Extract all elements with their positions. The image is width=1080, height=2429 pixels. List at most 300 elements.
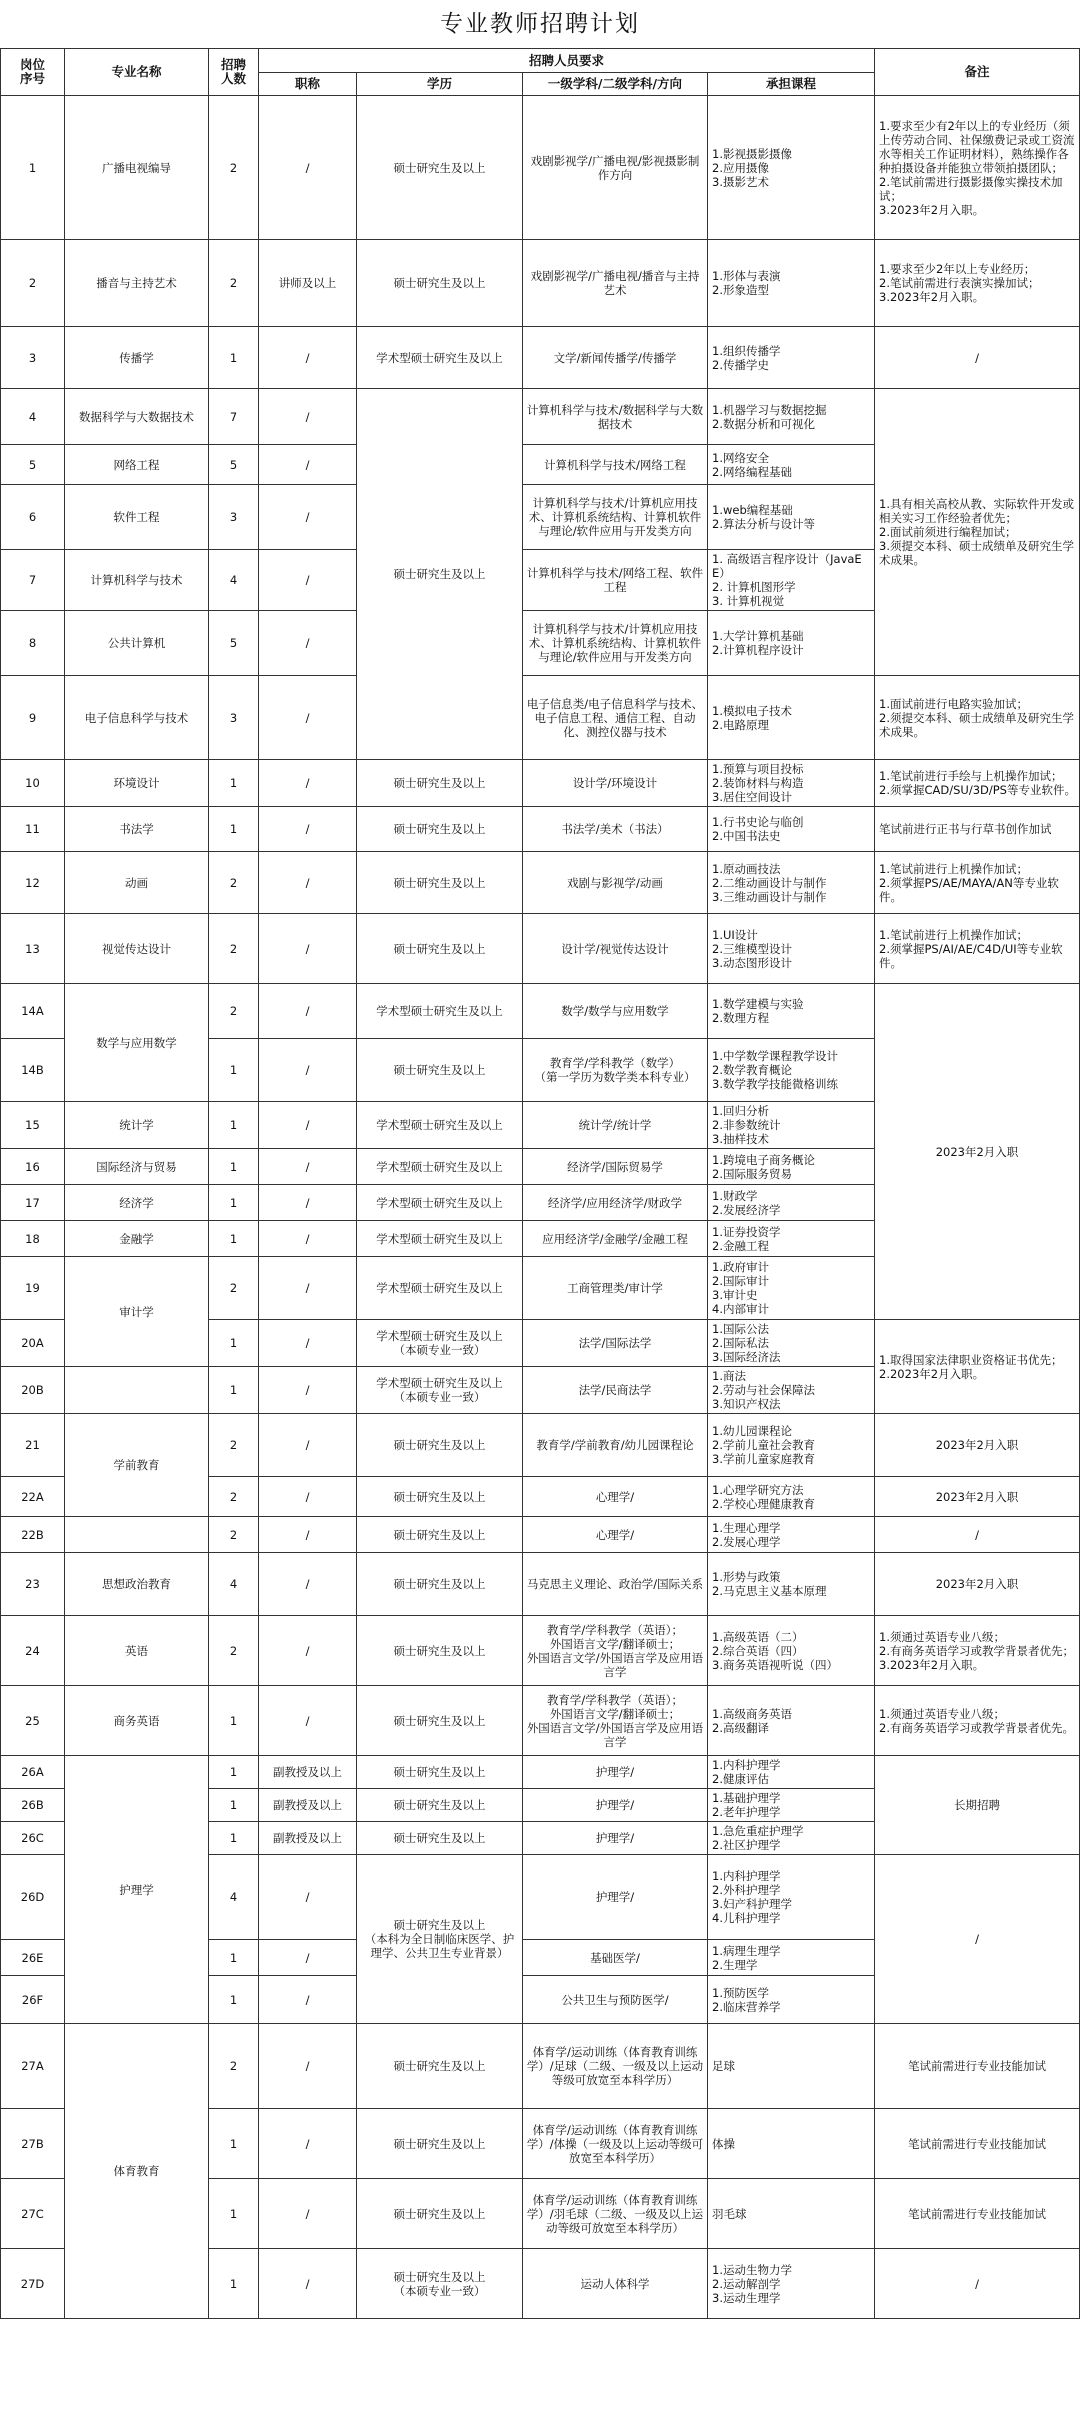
discipline-cell: 体育学/运动训练（体育教育训练学）/羽毛球（二级、一级及以上运动等级可放宽至本科学历） [523,2179,708,2249]
courses-cell: 1.网络安全 2.网络编程基础 [708,445,875,485]
table-row [1,2024,1080,2109]
education-cell: 学术型硕士研究生及以上 [357,1257,523,1320]
discipline-cell: 数学/数学与应用数学 [523,984,708,1039]
major-name-cell: 经济学 [65,1185,209,1221]
recruitment-table [0,48,1080,2319]
hire-count-cell: 1 [209,1976,259,2024]
title-rank-cell: / [259,1940,357,1976]
discipline-cell: 戏剧与影视学/动画 [523,852,708,914]
major-name-cell: 思想政治教育 [65,1553,209,1616]
discipline-cell: 统计学/统计学 [523,1102,708,1149]
education-cell: 学术型硕士研究生及以上 （本硕专业一致） [357,1320,523,1367]
title-rank-cell: / [259,760,357,807]
education-cell: 学术型硕士研究生及以上 （本硕专业一致） [357,1367,523,1414]
discipline-cell: 教育学/学科教学（英语）； 外国语言文学/翻译硕士； 外国语言文学/外国语言学及应用语言学 [523,1616,708,1686]
table-row [1,1414,1080,1477]
major-name-cell [65,1367,209,1414]
education-cell: 硕士研究生及以上 [357,96,523,240]
position-seq-cell: 11 [1,807,65,852]
education-cell: 硕士研究生及以上 [357,807,523,852]
courses-cell: 1.模拟电子技术 2.电路原理 [708,676,875,760]
education-cell: 硕士研究生及以上 [357,1789,523,1822]
education-cell: 硕士研究生及以上 [357,1822,523,1855]
hire-count-cell: 1 [209,1940,259,1976]
discipline-cell: 教育学/学科教学（数学） （第一学历为数学类本科专业） [523,1039,708,1102]
note-cell: 2023年2月入职 [875,1477,1080,1517]
major-name-cell: 学前教育 [65,1414,209,1517]
hire-count-cell: 4 [209,550,259,611]
discipline-cell: 马克思主义理论、政治学/国际关系 [523,1553,708,1616]
table-row [1,984,1080,1039]
discipline-cell: 教育学/学科教学（英语）； 外国语言文学/翻译硕士； 外国语言文学/外国语言学及应用语言学 [523,1686,708,1756]
position-seq-cell: 14A [1,984,65,1039]
position-seq-cell: 6 [1,485,65,550]
discipline-cell: 护理学/ [523,1756,708,1789]
education-cell: 学术型硕士研究生及以上 [357,1185,523,1221]
major-name-cell: 统计学 [65,1102,209,1149]
note-cell: 1.须通过英语专业八级； 2.有商务英语学习或教学背景者优先； 3.2023年2月入职。 [875,1616,1080,1686]
discipline-cell: 法学/国际法学 [523,1320,708,1367]
hire-count-cell: 2 [209,914,259,984]
position-seq-cell: 26D [1,1855,65,1940]
position-seq-cell: 26C [1,1822,65,1855]
major-name-cell: 传播学 [65,327,209,389]
title-rank-cell: 副教授及以上 [259,1789,357,1822]
table-row [1,1756,1080,1789]
page-title: 专业教师招聘计划 [440,11,640,37]
discipline-cell: 体育学/运动训练（体育教育训练学）/足球（二级、一级及以上运动等级可放宽至本科学历） [523,2024,708,2109]
title-rank-cell: / [259,2024,357,2109]
major-name-cell: 体育教育 [65,2024,209,2319]
discipline-cell: 戏剧影视学/广播电视/播音与主持艺术 [523,240,708,327]
courses-cell: 1.回归分析 2.非参数统计 3.抽样技术 [708,1102,875,1149]
position-seq-cell: 3 [1,327,65,389]
education-cell: 硕士研究生及以上 [357,852,523,914]
major-name-cell: 广播电视编导 [65,96,209,240]
hire-count-cell: 2 [209,1517,259,1553]
courses-cell: 1.内科护理学 2.健康评估 [708,1756,875,1789]
courses-cell: 1.商法 2.劳动与社会保障法 3.知识产权法 [708,1367,875,1414]
title-rank-cell: / [259,611,357,676]
title-rank-cell: / [259,676,357,760]
title-rank-cell: / [259,807,357,852]
title-rank-cell: / [259,1616,357,1686]
hire-count-cell: 1 [209,1221,259,1257]
courses-cell: 1.web编程基础 2.算法分析与设计等 [708,485,875,550]
note-cell: 1.要求至少2年以上专业经历； 2.笔试前需进行表演实操加试； 3.2023年2月入职。 [875,240,1080,327]
education-cell: 学术型硕士研究生及以上 [357,1102,523,1149]
position-seq-cell: 24 [1,1616,65,1686]
courses-cell: 1.病理生理学 2.生理学 [708,1940,875,1976]
hire-count-cell: 1 [209,1185,259,1221]
courses-cell: 1.急危重症护理学 2.社区护理学 [708,1822,875,1855]
note-cell: 1.取得国家法律职业资格证书优先； 2.2023年2月入职。 [875,1320,1080,1414]
header-courses: 承担课程 [708,73,875,96]
courses-cell: 1.预防医学 2.临床营养学 [708,1976,875,2024]
title-rank-cell: / [259,2109,357,2179]
hire-count-cell: 1 [209,327,259,389]
title-rank-cell: / [259,1102,357,1149]
discipline-cell: 计算机科学与技术/网络工程、软件工程 [523,550,708,611]
position-seq-cell: 22B [1,1517,65,1553]
major-name-cell: 金融学 [65,1221,209,1257]
hire-count-cell: 2 [209,984,259,1039]
title-rank-cell: / [259,1039,357,1102]
position-seq-cell: 10 [1,760,65,807]
courses-cell: 1.UI设计 2.三维模型设计 3.动态图形设计 [708,914,875,984]
title-rank-cell: / [259,1477,357,1517]
courses-cell: 1.财政学 2.发展经济学 [708,1185,875,1221]
position-seq-cell: 27C [1,2179,65,2249]
position-seq-cell: 18 [1,1221,65,1257]
discipline-cell: 计算机科学与技术/计算机应用技术、计算机系统结构、计算机软件与理论/软件应用与开发类方向 [523,611,708,676]
courses-cell: 1.组织传播学 2.传播学史 [708,327,875,389]
major-name-cell: 播音与主持艺术 [65,240,209,327]
hire-count-cell: 1 [209,1822,259,1855]
major-name-cell: 英语 [65,1616,209,1686]
hire-count-cell: 5 [209,611,259,676]
title-rank-cell: 副教授及以上 [259,1822,357,1855]
note-cell: 笔试前需进行专业技能加试 [875,2109,1080,2179]
discipline-cell: 计算机科学与技术/数据科学与大数据技术 [523,389,708,445]
table-row [1,389,1080,445]
courses-cell: 1.数学建模与实验 2.数理方程 [708,984,875,1039]
note-cell: / [875,2249,1080,2319]
education-cell: 硕士研究生及以上 [357,240,523,327]
title-rank-cell: / [259,485,357,550]
position-seq-cell: 19 [1,1257,65,1320]
header-count: 招聘 人数 [209,49,259,96]
major-name-cell: 公共计算机 [65,611,209,676]
title-rank-cell: / [259,2179,357,2249]
position-seq-cell: 26A [1,1756,65,1789]
major-name-cell: 国际经济与贸易 [65,1149,209,1185]
position-seq-cell: 12 [1,852,65,914]
position-seq-cell: 5 [1,445,65,485]
major-name-cell: 软件工程 [65,485,209,550]
note-cell: 笔试前进行正书与行草书创作加试 [875,807,1080,852]
header-requirements: 招聘人员要求 [259,49,875,73]
education-cell: 硕士研究生及以上 [357,1477,523,1517]
education-cell: 硕士研究生及以上 [357,2179,523,2249]
table-row [1,327,1080,389]
hire-count-cell: 4 [209,1855,259,1940]
hire-count-cell: 1 [209,1320,259,1367]
hire-count-cell: 1 [209,1102,259,1149]
education-cell: 学术型硕士研究生及以上 [357,1149,523,1185]
discipline-cell: 戏剧影视学/广播电视/影视摄影制作方向 [523,96,708,240]
discipline-cell: 法学/民商法学 [523,1367,708,1414]
title-rank-cell: / [259,1221,357,1257]
table-row [1,240,1080,327]
courses-cell: 1.行书史论与临创 2.中国书法史 [708,807,875,852]
title-rank-cell: / [259,852,357,914]
education-cell: 硕士研究生及以上 [357,1553,523,1616]
note-cell: 2023年2月入职 [875,1414,1080,1477]
discipline-cell: 设计学/环境设计 [523,760,708,807]
table-row [1,1686,1080,1756]
note-cell: 1.笔试前进行手绘与上机操作加试； 2.须掌握CAD/SU/3D/PS等专业软件。 [875,760,1080,807]
title-rank-cell: / [259,550,357,611]
position-seq-cell: 9 [1,676,65,760]
hire-count-cell: 7 [209,389,259,445]
note-cell: 长期招聘 [875,1756,1080,1855]
note-cell: 1.笔试前进行上机操作加试； 2.须掌握PS/AI/AE/C4D/UI等专业软件。 [875,914,1080,984]
title-rank-cell: / [259,1553,357,1616]
position-seq-cell: 7 [1,550,65,611]
position-seq-cell: 20B [1,1367,65,1414]
discipline-cell: 设计学/视觉传达设计 [523,914,708,984]
major-name-cell: 护理学 [65,1756,209,2024]
position-seq-cell: 23 [1,1553,65,1616]
position-seq-cell: 15 [1,1102,65,1149]
note-cell: / [875,327,1080,389]
hire-count-cell: 1 [209,1039,259,1102]
education-cell: 硕士研究生及以上 [357,1517,523,1553]
courses-cell: 1.大学计算机基础 2.计算机程序设计 [708,611,875,676]
courses-cell: 1.心理学研究方法 2.学校心理健康教育 [708,1477,875,1517]
courses-cell: 1.基础护理学 2.老年护理学 [708,1789,875,1822]
position-seq-cell: 25 [1,1686,65,1756]
header-note: 备注 [875,49,1080,96]
discipline-cell: 公共卫生与预防医学/ [523,1976,708,2024]
hire-count-cell: 1 [209,2249,259,2319]
discipline-cell: 基础医学/ [523,1940,708,1976]
table-row [1,1517,1080,1553]
position-seq-cell: 22A [1,1477,65,1517]
education-cell: 硕士研究生及以上 [357,914,523,984]
discipline-cell: 应用经济学/金融学/金融工程 [523,1221,708,1257]
discipline-cell: 体育学/运动训练（体育教育训练学）/体操（一级及以上运动等级可放宽至本科学历） [523,2109,708,2179]
position-seq-cell: 2 [1,240,65,327]
hire-count-cell: 1 [209,2109,259,2179]
position-seq-cell: 17 [1,1185,65,1221]
position-seq-cell: 1 [1,96,65,240]
header-major: 专业名称 [65,49,209,96]
courses-cell: 1.政府审计 2.国际审计 3.审计史 4.内部审计 [708,1257,875,1320]
courses-cell: 1.证券投资学 2.金融工程 [708,1221,875,1257]
title-rank-cell: 讲师及以上 [259,240,357,327]
hire-count-cell: 2 [209,240,259,327]
note-cell: 1.要求至少有2年以上的专业经历（须上传劳动合同、社保缴费记录或工资流水等相关工作证明材料），熟练操作各种拍摄设备并能独立带领拍摄团队； 2.笔试前需进行摄影摄像实操技术加试； 3.2023年2月入职。 [875,96,1080,240]
education-cell: 硕士研究生及以上 （本科为全日制临床医学、护理学、公共卫生专业背景） [357,1855,523,2024]
title-rank-cell: / [259,1855,357,1940]
courses-cell: 体操 [708,2109,875,2179]
note-cell: / [875,1855,1080,2024]
courses-cell: 1.形体与表演 2.形象造型 [708,240,875,327]
education-cell: 学术型硕士研究生及以上 [357,327,523,389]
table-row [1,96,1080,240]
education-cell: 硕士研究生及以上 [357,1756,523,1789]
discipline-cell: 心理学/ [523,1477,708,1517]
title-rank-cell: / [259,1686,357,1756]
note-cell: 2023年2月入职 [875,1553,1080,1616]
courses-cell: 1.机器学习与数据挖掘 2.数据分析和可视化 [708,389,875,445]
hire-count-cell: 2 [209,1616,259,1686]
courses-cell: 1.中学数学课程教学设计 2.数学教育概论 3.数学教学技能微格训练 [708,1039,875,1102]
hire-count-cell: 1 [209,1367,259,1414]
position-seq-cell: 16 [1,1149,65,1185]
title-rank-cell: / [259,96,357,240]
major-name-cell: 网络工程 [65,445,209,485]
hire-count-cell: 2 [209,2024,259,2109]
major-name-cell: 计算机科学与技术 [65,550,209,611]
position-seq-cell: 27A [1,2024,65,2109]
hire-count-cell: 1 [209,1686,259,1756]
major-name-cell: 商务英语 [65,1686,209,1756]
courses-cell: 1.预算与项目投标 2.装饰材料与构造 3.居住空间设计 [708,760,875,807]
hire-count-cell: 1 [209,760,259,807]
education-cell: 硕士研究生及以上 [357,2024,523,2109]
table-row [1,760,1080,807]
title-rank-cell: / [259,1517,357,1553]
position-seq-cell: 14B [1,1039,65,1102]
title-rank-cell: / [259,1320,357,1367]
courses-cell: 羽毛球 [708,2179,875,2249]
courses-cell: 1.生理心理学 2.发展心理学 [708,1517,875,1553]
major-name-cell: 数据科学与大数据技术 [65,389,209,445]
courses-cell: 1.高级商务英语 2.高级翻译 [708,1686,875,1756]
courses-cell: 1.幼儿园课程论 2.学前儿童社会教育 3.学前儿童家庭教育 [708,1414,875,1477]
title-rank-cell: / [259,1367,357,1414]
education-cell: 硕士研究生及以上 [357,389,523,760]
discipline-cell: 文学/新闻传播学/传播学 [523,327,708,389]
major-name-cell: 审计学 [65,1257,209,1367]
discipline-cell: 工商管理类/审计学 [523,1257,708,1320]
hire-count-cell: 4 [209,1553,259,1616]
table-row [1,676,1080,760]
note-cell: 1.须通过英语专业八级； 2.有商务英语学习或教学背景者优先。 [875,1686,1080,1756]
title-rank-cell: / [259,1257,357,1320]
note-cell: 1.具有相关高校从教、实际软件开发或相关实习工作经验者优先； 2.面试前须进行编程加试； 3.须提交本科、硕士成绩单及研究生学术成果。 [875,389,1080,676]
hire-count-cell: 1 [209,1149,259,1185]
title-rank-cell: / [259,445,357,485]
hire-count-cell: 2 [209,1477,259,1517]
education-cell: 硕士研究生及以上 （本硕专业一致） [357,2249,523,2319]
education-cell: 硕士研究生及以上 [357,1616,523,1686]
title-rank-cell: / [259,389,357,445]
hire-count-cell: 1 [209,807,259,852]
position-seq-cell: 21 [1,1414,65,1477]
major-name-cell [65,1517,209,1553]
title-rank-cell: / [259,1185,357,1221]
courses-cell: 足球 [708,2024,875,2109]
hire-count-cell: 3 [209,485,259,550]
education-cell: 学术型硕士研究生及以上 [357,984,523,1039]
major-name-cell: 环境设计 [65,760,209,807]
discipline-cell: 护理学/ [523,1822,708,1855]
discipline-cell: 护理学/ [523,1789,708,1822]
position-seq-cell: 26F [1,1976,65,2024]
note-cell: 2023年2月入职 [875,984,1080,1320]
position-seq-cell: 27B [1,2109,65,2179]
discipline-cell: 计算机科学与技术/网络工程 [523,445,708,485]
discipline-cell: 护理学/ [523,1855,708,1940]
major-name-cell: 书法学 [65,807,209,852]
position-seq-cell: 26E [1,1940,65,1976]
education-cell: 学术型硕士研究生及以上 [357,1221,523,1257]
education-cell: 硕士研究生及以上 [357,1686,523,1756]
hire-count-cell: 2 [209,852,259,914]
table-row [1,1616,1080,1686]
courses-cell: 1.运动生物力学 2.运动解剖学 3.运动生理学 [708,2249,875,2319]
education-cell: 硕士研究生及以上 [357,1414,523,1477]
hire-count-cell: 1 [209,1756,259,1789]
table-body [1,96,1080,2319]
note-cell: 笔试前需进行专业技能加试 [875,2024,1080,2109]
hire-count-cell: 2 [209,1414,259,1477]
discipline-cell: 书法学/美术（书法） [523,807,708,852]
note-cell: 1.面试前进行电路实验加试； 2.须提交本科、硕士成绩单及研究生学术成果。 [875,676,1080,760]
discipline-cell: 教育学/学前教育/幼儿园课程论 [523,1414,708,1477]
discipline-cell: 心理学/ [523,1517,708,1553]
table-row [1,1553,1080,1616]
note-cell: 1.笔试前进行上机操作加试； 2.须掌握PS/AE/MAYA/AN等专业软件。 [875,852,1080,914]
title-rank-cell: / [259,1149,357,1185]
note-cell: 笔试前需进行专业技能加试 [875,2179,1080,2249]
header-seq: 岗位 序号 [1,49,65,96]
courses-cell: 1.原动画技法 2.二维动画设计与制作 3.三维动画设计与制作 [708,852,875,914]
hire-count-cell: 1 [209,2179,259,2249]
discipline-cell: 计算机科学与技术/计算机应用技术、计算机系统结构、计算机软件与理论/软件应用与开发类方向 [523,485,708,550]
education-cell: 硕士研究生及以上 [357,1039,523,1102]
position-seq-cell: 13 [1,914,65,984]
header-rank: 职称 [259,73,357,96]
position-seq-cell: 27D [1,2249,65,2319]
title-rank-cell: / [259,1976,357,2024]
table-row [1,914,1080,984]
hire-count-cell: 1 [209,1789,259,1822]
discipline-cell: 经济学/应用经济学/财政学 [523,1185,708,1221]
hire-count-cell: 5 [209,445,259,485]
position-seq-cell: 4 [1,389,65,445]
courses-cell: 1.高级英语（二） 2.综合英语（四） 3.商务英语视听说（四） [708,1616,875,1686]
courses-cell: 1.内科护理学 2.外科护理学 3.妇产科护理学 4.儿科护理学 [708,1855,875,1940]
note-cell: / [875,1517,1080,1553]
table-row [1,852,1080,914]
major-name-cell: 数学与应用数学 [65,984,209,1102]
education-cell: 硕士研究生及以上 [357,760,523,807]
discipline-cell: 经济学/国际贸易学 [523,1149,708,1185]
position-seq-cell: 20A [1,1320,65,1367]
position-seq-cell: 26B [1,1789,65,1822]
title-rank-cell: 副教授及以上 [259,1756,357,1789]
header-education: 学历 [357,73,523,96]
title-rank-cell: / [259,914,357,984]
title-rank-cell: / [259,984,357,1039]
courses-cell: 1.形势与政策 2.马克思主义基本原理 [708,1553,875,1616]
title-rank-cell: / [259,1414,357,1477]
courses-cell: 1.国际公法 2.国际私法 3.国际经济法 [708,1320,875,1367]
discipline-cell: 运动人体科学 [523,2249,708,2319]
discipline-cell: 电子信息类/电子信息科学与技术、电子信息工程、通信工程、自动化、测控仪器与技术 [523,676,708,760]
header-discipline: 一级学科/二级学科/方向 [523,73,708,96]
courses-cell: 1.影视摄影摄像 2.应用摄像 3.摄影艺术 [708,96,875,240]
courses-cell: 1.跨境电子商务概论 2.国际服务贸易 [708,1149,875,1185]
position-seq-cell: 8 [1,611,65,676]
major-name-cell: 视觉传达设计 [65,914,209,984]
title-rank-cell: / [259,327,357,389]
major-name-cell: 电子信息科学与技术 [65,676,209,760]
table-row [1,807,1080,852]
hire-count-cell: 2 [209,1257,259,1320]
title-rank-cell: / [259,2249,357,2319]
education-cell: 硕士研究生及以上 [357,2109,523,2179]
major-name-cell: 动画 [65,852,209,914]
courses-cell: 1. 高级语言程序设计（JavaEE） 2. 计算机图形学 3. 计算机视觉 [708,550,875,611]
hire-count-cell: 3 [209,676,259,760]
hire-count-cell: 2 [209,96,259,240]
